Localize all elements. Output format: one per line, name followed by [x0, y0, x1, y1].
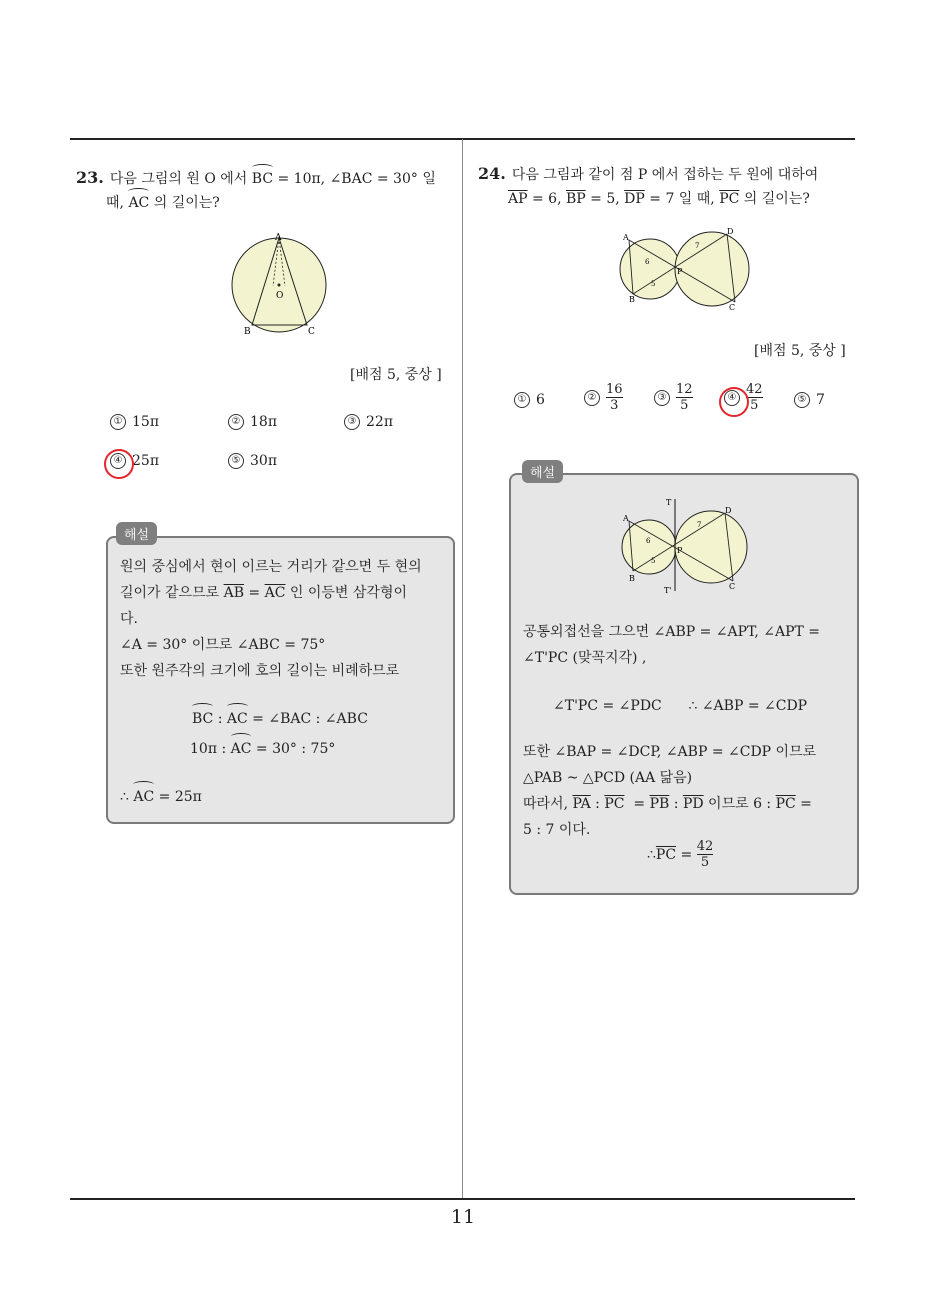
- footer-rule: [70, 1198, 855, 1200]
- denominator: 3: [610, 398, 619, 413]
- label-t-prime: T': [664, 586, 672, 595]
- text: 길이가 같으므로: [120, 585, 224, 601]
- fraction: [697, 839, 714, 870]
- label-7: 7: [695, 242, 700, 250]
- text: = 25π: [154, 789, 202, 805]
- sol23-line5: 또한 원주각의 크기에 호의 길이는 비례하므로: [120, 663, 400, 679]
- q24-line1: [478, 162, 863, 187]
- q23-choice-1[interactable]: [110, 414, 159, 430]
- choice-number: ⑤: [794, 392, 810, 408]
- q24-choice-1[interactable]: [514, 392, 545, 408]
- choice-number: ①: [514, 392, 530, 408]
- segment-pb: $\overline{PB}$: [649, 796, 670, 812]
- label-d: D: [727, 227, 734, 236]
- q24-circles-figure: [615, 226, 755, 312]
- text: 의 길이는?: [149, 195, 220, 211]
- page-number: 11: [450, 1206, 476, 1228]
- q23-choice-2[interactable]: [228, 414, 277, 430]
- choice-text: 6: [536, 392, 545, 408]
- sol24-answer: [647, 839, 713, 870]
- text: ∴: [647, 846, 656, 863]
- q24-solution-figure: [611, 495, 761, 595]
- text: 인 이등변 삼각형이: [285, 585, 407, 601]
- arc-ac: AC: [128, 191, 149, 215]
- sol23-line1: 원의 중심에서 현이 이르는 거리가 같으면 두 현의: [120, 559, 422, 575]
- label-d: D: [725, 506, 732, 515]
- segment-dp: $\overline{DP}$: [624, 191, 645, 207]
- choice-text: 15π: [132, 414, 160, 430]
- text: :: [213, 711, 227, 727]
- text: 다음 그림과 같이 점 P 에서 접하는 두 원에 대하여: [511, 167, 819, 183]
- choice-number: ①: [110, 414, 126, 430]
- sol23-line2: [120, 580, 407, 606]
- label-b: B: [629, 295, 635, 304]
- q23-line2: [76, 191, 461, 215]
- numerator: 16: [606, 382, 623, 397]
- label-7: 7: [697, 521, 702, 529]
- text: 의 길이는?: [739, 191, 810, 207]
- segment-pc: $\overline{PC}$: [655, 846, 677, 863]
- text: =: [795, 796, 812, 812]
- segment-ac: $\overline{AC}$: [264, 585, 286, 601]
- text: = 6,: [527, 191, 566, 207]
- segment-pd: $\overline{PD}$: [682, 796, 704, 812]
- question-number: 23.: [76, 168, 104, 187]
- text: 따라서,: [523, 796, 573, 812]
- text: = ∠BAC : ∠ABC: [247, 711, 368, 727]
- denominator: 5: [680, 398, 689, 413]
- label-6: 6: [645, 258, 650, 266]
- text: :: [590, 796, 605, 812]
- choice-number: ③: [344, 414, 360, 430]
- sol24-line2: ∠T'PC (맞꼭지각) ,: [523, 650, 647, 666]
- segment-ab: $\overline{AB}$: [223, 585, 244, 601]
- q23-circle-figure: [225, 228, 335, 338]
- sol24-line7: 5 : 7 이다.: [523, 822, 591, 838]
- label-c: C: [729, 303, 736, 312]
- q24-line2: [478, 187, 863, 211]
- choice-number: ⑤: [228, 453, 244, 469]
- arc-ac: AC: [227, 706, 248, 732]
- question-24-stem: [478, 162, 863, 211]
- q23-solution-box: [106, 536, 455, 824]
- label-5: 5: [651, 280, 656, 288]
- answer-mark-circle: [719, 387, 749, 417]
- choice-number: ②: [584, 390, 600, 406]
- sol24-line6: [523, 791, 812, 817]
- denominator: 5: [750, 398, 759, 413]
- answer-mark-circle: [104, 449, 134, 479]
- q23-solution-tag: 해설: [116, 522, 157, 545]
- label-b: B: [629, 574, 635, 583]
- choice-text: 30π: [250, 453, 278, 469]
- text: = 10π, ∠BAC = 30° 일: [273, 171, 436, 187]
- text: 때,: [106, 195, 129, 211]
- label-6: 6: [646, 537, 651, 545]
- question-23-stem: [76, 166, 461, 215]
- segment-ap: $\overline{AP}$: [508, 191, 528, 207]
- text: 이므로 6 :: [703, 796, 776, 812]
- question-number: 24.: [478, 164, 506, 183]
- label-t: T: [666, 498, 672, 507]
- sol24-line1: 공통외접선을 그으면 ∠ABP = ∠APT, ∠APT =: [523, 624, 821, 640]
- q23-choice-5[interactable]: [228, 453, 277, 469]
- label-a: A: [623, 514, 629, 523]
- sol24-line3: ∠T'PC = ∠PDC ∴ ∠ABP = ∠CDP: [553, 698, 808, 714]
- segment-pc: $\overline{PC}$: [775, 796, 796, 812]
- text: 다음 그림의 원 O 에서: [109, 171, 252, 187]
- text: 10π :: [190, 741, 231, 757]
- text: ∴: [120, 789, 134, 805]
- choice-number: ④: [110, 453, 126, 469]
- column-divider: [462, 139, 463, 1199]
- choice-text: 22π: [366, 414, 394, 430]
- numerator: 42: [696, 839, 714, 854]
- label-c: C: [308, 327, 315, 337]
- sol23-line3: 다.: [120, 611, 138, 627]
- fraction: [676, 382, 693, 413]
- q24-choice-5[interactable]: [794, 392, 825, 408]
- numerator: 42: [746, 382, 763, 397]
- q24-solution-box: [509, 473, 859, 895]
- q24-score-meta: [배점 5, 중상 ]: [754, 343, 846, 359]
- q23-score-meta: [배점 5, 중상 ]: [350, 367, 442, 383]
- label-p: P: [677, 267, 683, 276]
- sol24-line4: 또한 ∠BAP = ∠DCP, ∠ABP = ∠CDP 이므로: [523, 744, 817, 760]
- text: =: [243, 585, 265, 601]
- choice-text: 7: [816, 392, 825, 408]
- arc-ac: AC: [231, 736, 252, 762]
- text: = 5,: [585, 191, 625, 207]
- sol23-line4: ∠A = 30° 이므로 ∠ABC = 75°: [120, 637, 326, 653]
- sol23-eq2: [190, 736, 335, 762]
- text: = 7 일 때,: [644, 191, 720, 207]
- label-a: A: [275, 233, 282, 243]
- label-o: O: [276, 291, 284, 301]
- text: =: [624, 796, 650, 812]
- segment-pa: $\overline{PA}$: [572, 796, 591, 812]
- segment-bp: $\overline{BP}$: [565, 191, 586, 207]
- label-p: P: [677, 546, 683, 555]
- choice-number: ④: [724, 390, 740, 406]
- q24-solution-tag: 해설: [522, 460, 563, 483]
- sol23-answer: [120, 784, 202, 810]
- text: =: [676, 846, 697, 863]
- choice-text: 18π: [250, 414, 278, 430]
- segment-pc: $\overline{PC}$: [604, 796, 625, 812]
- numerator: 12: [676, 382, 693, 397]
- q24-choice-3[interactable]: [654, 382, 693, 413]
- choice-number: ②: [228, 414, 244, 430]
- choice-number: ③: [654, 390, 670, 406]
- text: = 30° : 75°: [251, 741, 336, 757]
- label-a: A: [623, 233, 629, 242]
- q24-choice-2[interactable]: [584, 382, 623, 413]
- arc-bc: BC: [252, 167, 273, 191]
- label-c: C: [729, 582, 736, 591]
- arc-bc: BC: [192, 706, 213, 732]
- segment-pc: $\overline{PC}$: [719, 191, 740, 207]
- label-b: B: [244, 327, 251, 337]
- q23-choice-3[interactable]: [344, 414, 393, 430]
- sol23-eq1: [192, 706, 368, 732]
- fraction: [606, 382, 623, 413]
- sol24-line5: △PAB ~ △PCD (AA 닮음): [523, 770, 693, 786]
- choice-text: 25π: [132, 453, 160, 469]
- text: :: [669, 796, 683, 812]
- arc-ac: AC: [133, 784, 154, 810]
- denominator: 5: [700, 855, 710, 870]
- label-5: 5: [651, 557, 656, 565]
